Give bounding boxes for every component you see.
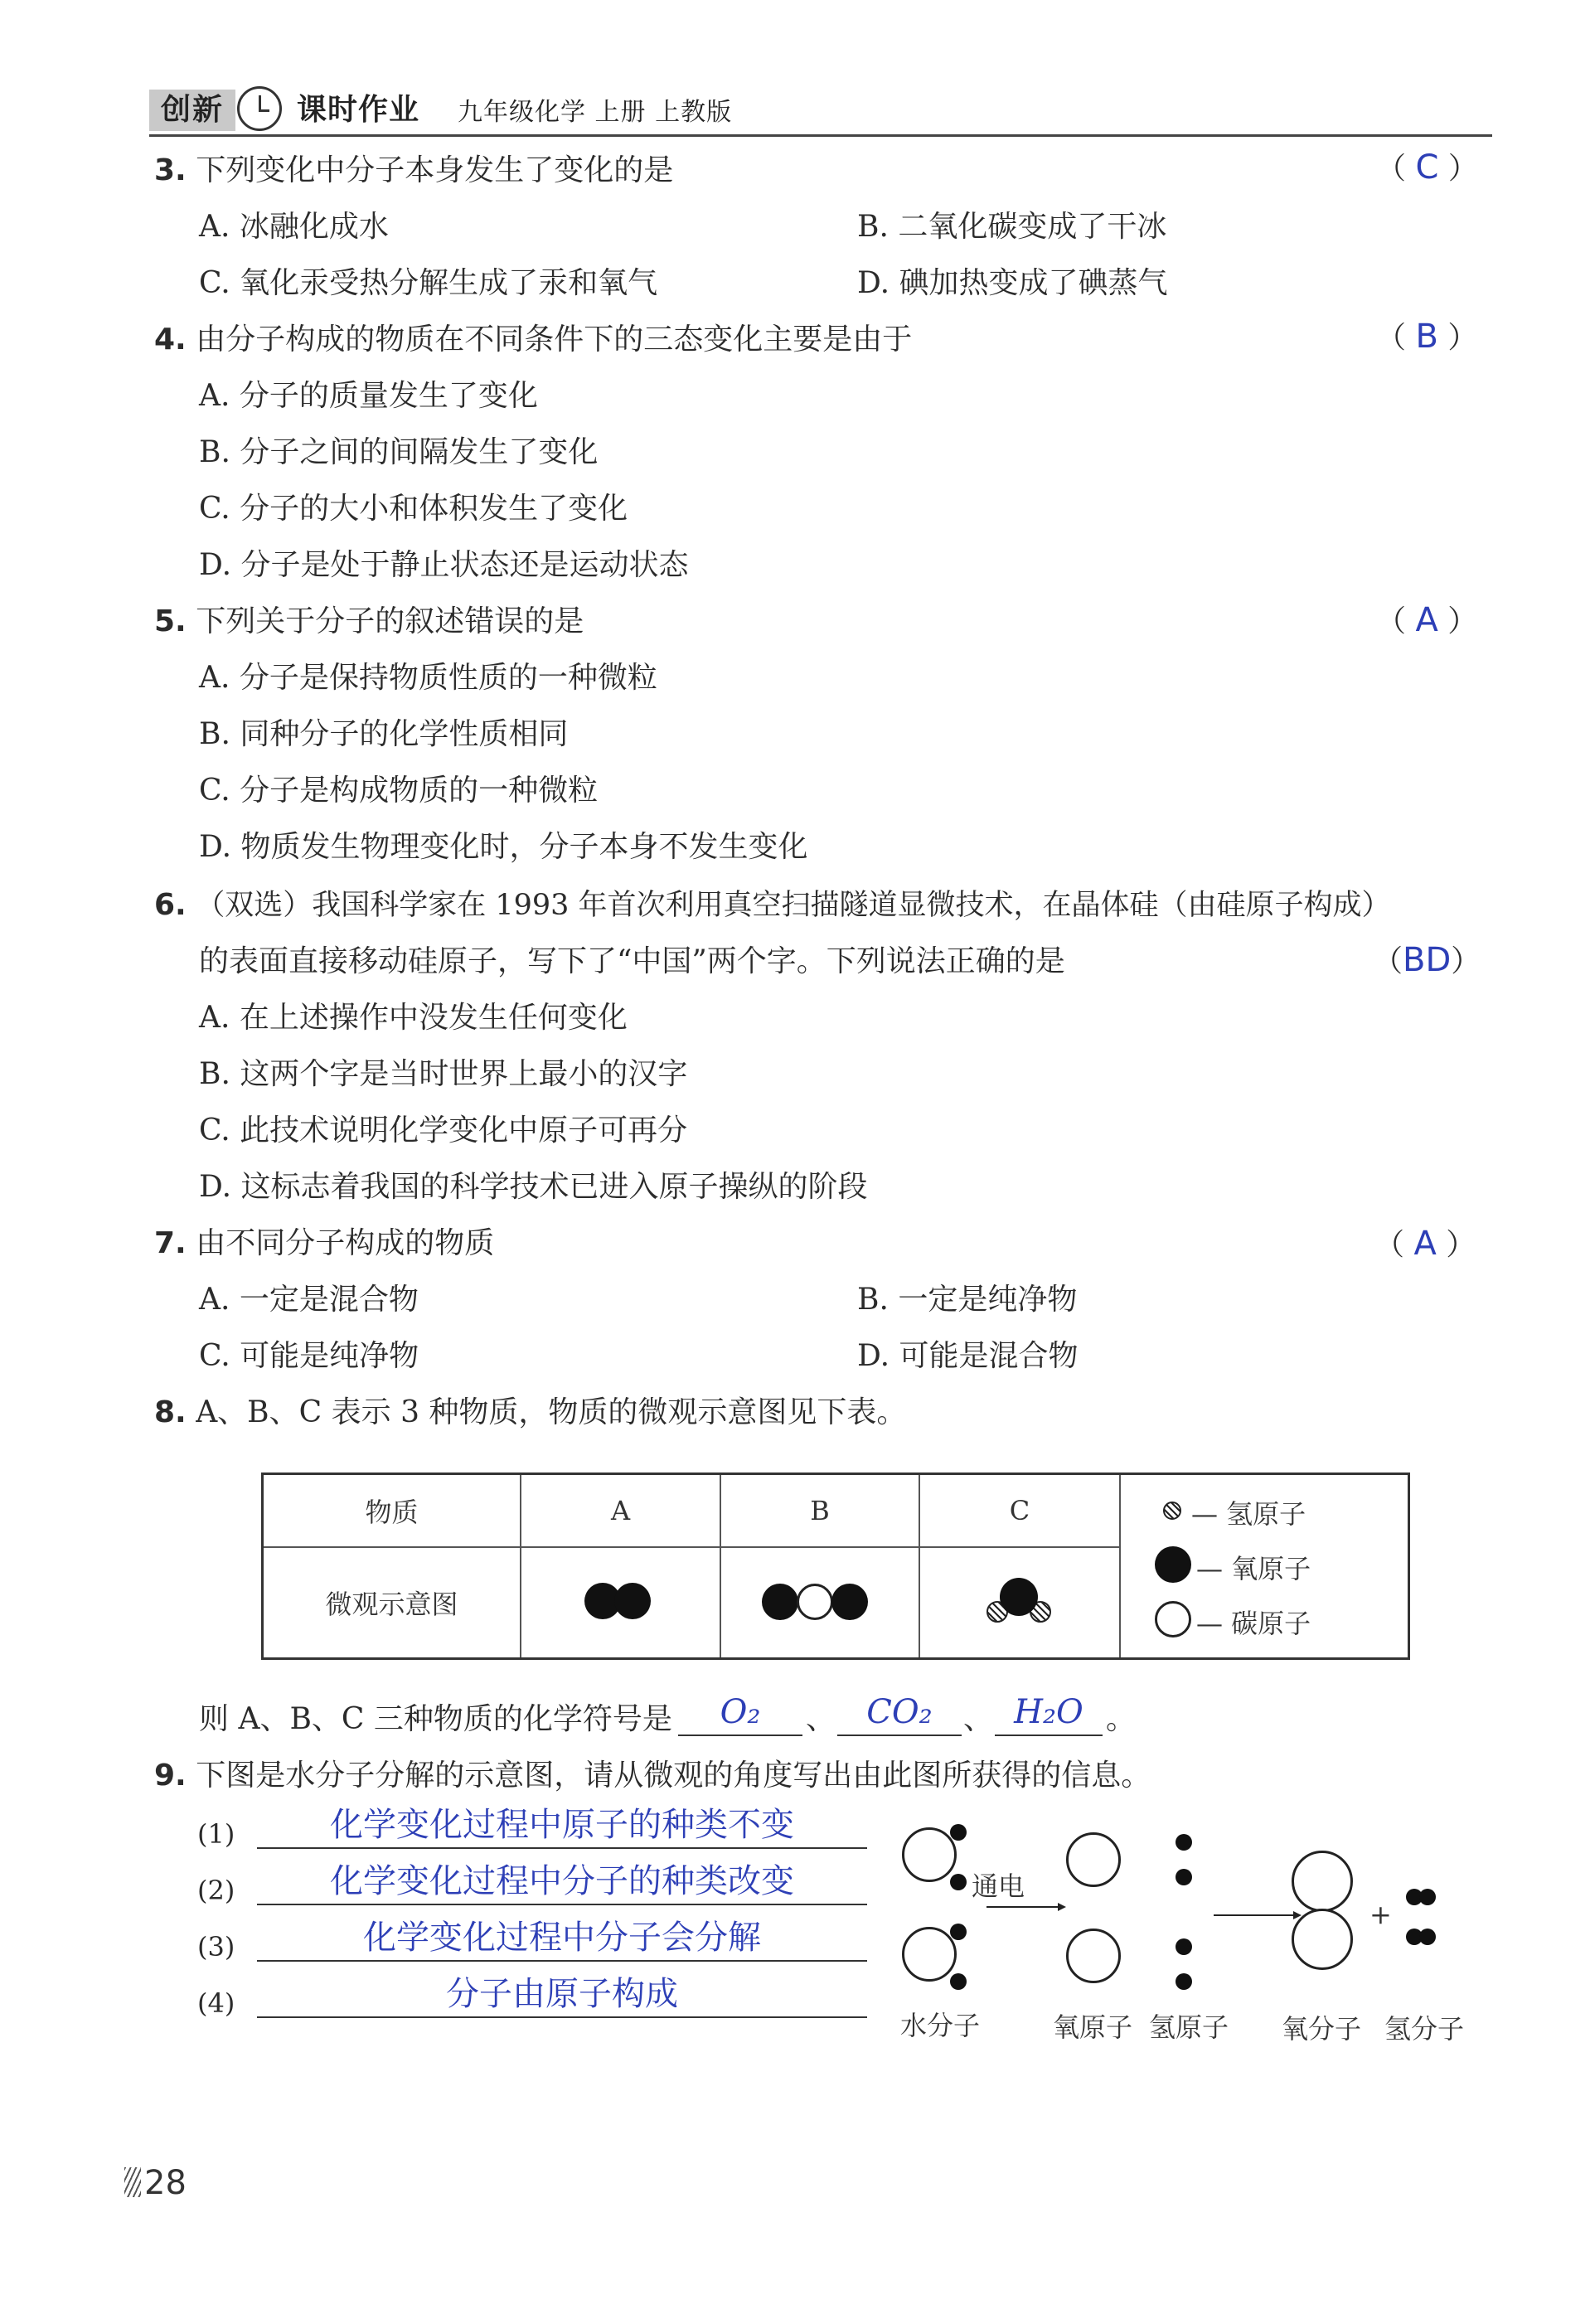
answer-bracket: （ C ）	[1376, 148, 1478, 187]
option: A. 冰融化成水	[199, 210, 389, 244]
question-9-stem: 9. 下图是水分子分解的示意图，请从微观的角度写出由此图所获得的信息。	[154, 1759, 1151, 1793]
option: D. 可能是混合物	[857, 1339, 1079, 1373]
question-3-stem: 3. 下列变化中分子本身发生了变化的是	[154, 153, 674, 187]
table-header-substance: 物质	[365, 1497, 419, 1528]
hydrogen-atom	[950, 1874, 967, 1890]
oxygen-atom	[902, 1827, 957, 1882]
table-header-b: B	[810, 1495, 830, 1526]
option: B. 一定是纯净物	[857, 1283, 1078, 1317]
oxygen-atom	[831, 1584, 868, 1620]
option: D. 物质发生物理变化时，分子本身不发生变化	[199, 830, 808, 864]
answer-blank-a[interactable]: O₂	[678, 1691, 802, 1736]
option: B. 分子之间的间隔发生了变化	[199, 435, 599, 469]
oxygen-atom	[1292, 1909, 1353, 1970]
option: B. 这两个字是当时世界上最小的汉字	[199, 1057, 688, 1091]
oxygen-legend-icon	[1155, 1546, 1191, 1583]
answer-blank-2[interactable]: 化学变化过程中分子的种类改变	[257, 1861, 867, 1905]
question-4-stem: 4. 由分子构成的物质在不同条件下的三态变化主要是由于	[154, 323, 913, 357]
option: A. 一定是混合物	[199, 1283, 419, 1317]
answer-blank-1[interactable]: 化学变化过程中原子的种类不变	[257, 1804, 867, 1849]
page-header	[149, 86, 1492, 136]
item-label: (1)	[197, 1818, 235, 1850]
carbon-legend-icon	[1155, 1601, 1191, 1637]
arrow-label: 通电	[972, 1870, 1025, 1902]
answer-bracket: （BD）	[1373, 941, 1481, 979]
reaction-arrow-icon	[1214, 1907, 1302, 1924]
question-7-stem: 7. 由不同分子构成的物质	[154, 1226, 495, 1260]
item-label: (3)	[197, 1931, 235, 1963]
legend-oxygen: — 氧原子	[1196, 1553, 1311, 1584]
clock-icon	[237, 86, 282, 131]
answer-mark: A	[1415, 601, 1438, 639]
oxygen-atom	[1000, 1578, 1038, 1616]
oxygen-atom	[1066, 1832, 1121, 1887]
separator: 、	[806, 1702, 836, 1736]
caption-oxygen-atom: 氧原子	[1053, 2011, 1133, 2043]
carbon-atom	[797, 1584, 833, 1620]
option: A. 分子的质量发生了变化	[199, 379, 538, 413]
question-6-stem: 6. （双选）我国科学家在 1993 年首次利用真空扫描隧道显微技术，在晶体硅（由硅原子构成）	[154, 888, 1391, 922]
legend-hydrogen: — 氢原子	[1191, 1498, 1306, 1530]
option: A. 在上述操作中没发生任何变化	[199, 1001, 628, 1035]
page-number-decoration	[124, 2167, 141, 2197]
table-header-a: A	[610, 1495, 631, 1526]
item-label: (4)	[197, 1987, 235, 2019]
option: D. 这标志着我国的科学技术已进入原子操纵的阶段	[199, 1170, 868, 1204]
question-6-stem-continued: 的表面直接移动硅原子，写下了“中国”两个字。下列说法正确的是	[199, 944, 1065, 978]
answer-blank-3[interactable]: 化学变化过程中分子会分解	[257, 1917, 867, 1962]
oxygen-atom	[1292, 1851, 1353, 1912]
hydrogen-atom	[1419, 1889, 1436, 1905]
answer-bracket: （ A ）	[1376, 601, 1478, 639]
oxygen-atom	[1066, 1929, 1121, 1983]
hydrogen-atom	[1176, 1834, 1192, 1851]
answer-blank-4[interactable]: 分子由原子构成	[257, 1973, 867, 2018]
answer-mark: B	[1415, 318, 1438, 356]
answer-blank-c[interactable]: H₂O	[995, 1691, 1103, 1736]
option: D. 碘加热变成了碘蒸气	[857, 266, 1168, 300]
question-5-stem: 5. 下列关于分子的叙述错误的是	[154, 604, 584, 638]
atom-legend	[1155, 1492, 1403, 1649]
page-number: 28	[144, 2164, 187, 2202]
header-rule	[149, 134, 1492, 137]
question-8-fill-prefix: 则 A、B、C 三种物质的化学符号是	[199, 1702, 672, 1736]
molecule-table	[261, 1473, 1410, 1660]
hydrogen-atom	[1176, 1938, 1192, 1955]
caption-oxygen-molecule: 氧分子	[1282, 2013, 1362, 2045]
item-label: (2)	[197, 1875, 235, 1906]
answer-bracket: （ A ）	[1374, 1225, 1476, 1263]
option: C. 分子是构成物质的一种微粒	[199, 774, 599, 808]
option: C. 分子的大小和体积发生了变化	[199, 492, 628, 526]
answer-bracket: （ B ）	[1376, 318, 1478, 356]
caption-water-molecule: 水分子	[900, 2010, 981, 2041]
book-title: 九年级化学 上册 上教版	[458, 98, 733, 127]
hydrogen-atom	[1419, 1929, 1436, 1945]
option: B. 同种分子的化学性质相同	[199, 717, 569, 751]
table-row-label: 微观示意图	[325, 1589, 458, 1620]
option: C. 此技术说明化学变化中原子可再分	[199, 1113, 688, 1147]
answer-mark: C	[1415, 148, 1439, 187]
plus-sign: +	[1369, 1899, 1392, 1930]
answer-blank-b[interactable]: CO₂	[837, 1691, 962, 1736]
oxygen-atom	[762, 1584, 798, 1620]
brand-logo: 创新	[149, 90, 235, 131]
caption-hydrogen-molecule: 氢分子	[1384, 2013, 1465, 2045]
oxygen-atom	[902, 1927, 957, 1982]
option: A. 分子是保持物质性质的一种微粒	[199, 661, 657, 695]
hydrogen-atom	[1176, 1869, 1192, 1885]
hydrogen-atom	[950, 1824, 967, 1841]
hydrogen-atom	[1176, 1973, 1192, 1990]
answer-mark: A	[1413, 1225, 1437, 1263]
answer-mark: BD	[1403, 941, 1452, 979]
hydrogen-atom	[950, 1973, 967, 1990]
legend-carbon: — 碳原子	[1196, 1608, 1311, 1639]
hydrogen-legend-icon	[1163, 1502, 1181, 1520]
separator: 、	[963, 1702, 994, 1736]
period: 。	[1106, 1702, 1137, 1736]
option: C. 氧化汞受热分解生成了汞和氧气	[199, 266, 658, 300]
reaction-arrow-icon	[986, 1899, 1066, 1915]
question-8-stem: 8. A、B、C 表示 3 种物质，物质的微观示意图见下表。	[154, 1395, 907, 1429]
table-header-c: C	[1009, 1495, 1030, 1526]
option: D. 分子是处于静止状态还是运动状态	[199, 548, 689, 582]
option: B. 二氧化碳变成了干冰	[857, 210, 1167, 244]
series-title: 课时作业	[297, 93, 420, 127]
water-decomposition-diagram	[895, 1816, 1492, 2048]
oxygen-atom	[614, 1583, 651, 1619]
option: C. 可能是纯净物	[199, 1339, 419, 1373]
caption-hydrogen-atom: 氢原子	[1149, 2011, 1229, 2043]
hydrogen-atom	[950, 1924, 967, 1940]
